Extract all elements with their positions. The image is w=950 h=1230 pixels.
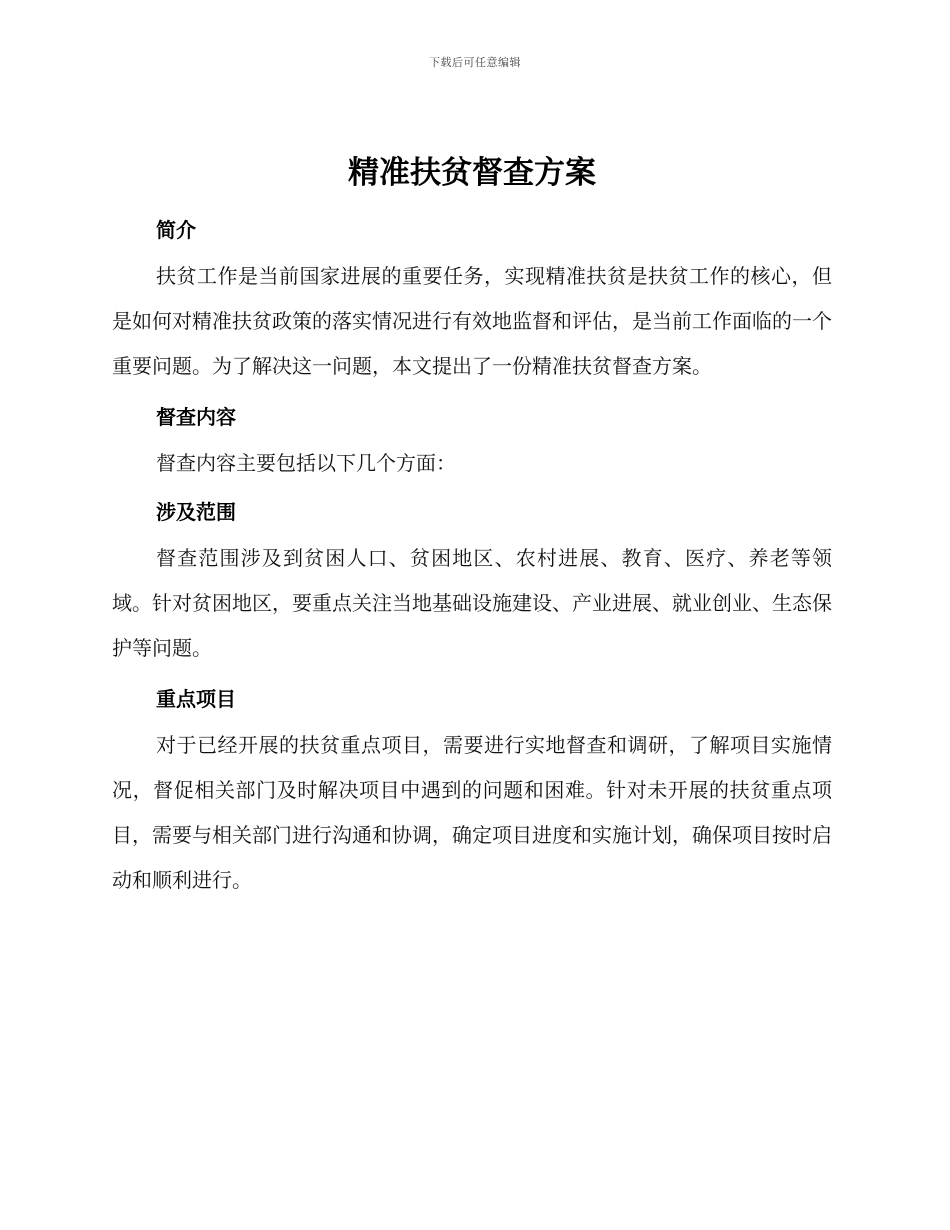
section-paragraph: 扶贫工作是当前国家进展的重要任务，实现精准扶贫是扶贫工作的核心，但是如何对精准扶贫政策的落实情况进行有效地监督和评估，是当前工作面临的一个重要问题。为了解决这一问题，本文提出了一份精准扶贫督查方案。 [112, 264, 832, 378]
header-note: 下载后可任意编辑 [429, 56, 521, 69]
section-heading: 简介 [156, 218, 196, 242]
section-paragraph: 督查范围涉及到贫困人口、贫困地区、农村进展、教育、医疗、养老等领域。针对贫困地区，要重点关注当地基础设施建设、产业进展、就业创业、生态保护等问题。 [112, 546, 832, 660]
document-title: 精准扶贫督查方案 [348, 155, 596, 191]
section-heading: 督查内容 [156, 405, 236, 429]
section-intro [112, 212, 832, 389]
section-heading: 重点项目 [156, 687, 236, 711]
section-key-projects [112, 681, 832, 903]
section-scope [112, 494, 832, 671]
section-paragraph: 督查内容主要包括以下几个方面： [156, 451, 456, 475]
section-heading: 涉及范围 [156, 500, 236, 524]
document-body [112, 148, 832, 913]
section-inspection-content [112, 399, 832, 486]
section-paragraph: 对于已经开展的扶贫重点项目，需要进行实地督查和调研，了解项目实施情况，督促相关部门及时解决项目中遇到的问题和困难。针对未开展的扶贫重点项目，需要与相关部门进行沟通和协调，确定项目进度和实施计划，确保项目按时启动和顺利进行。 [112, 733, 832, 892]
